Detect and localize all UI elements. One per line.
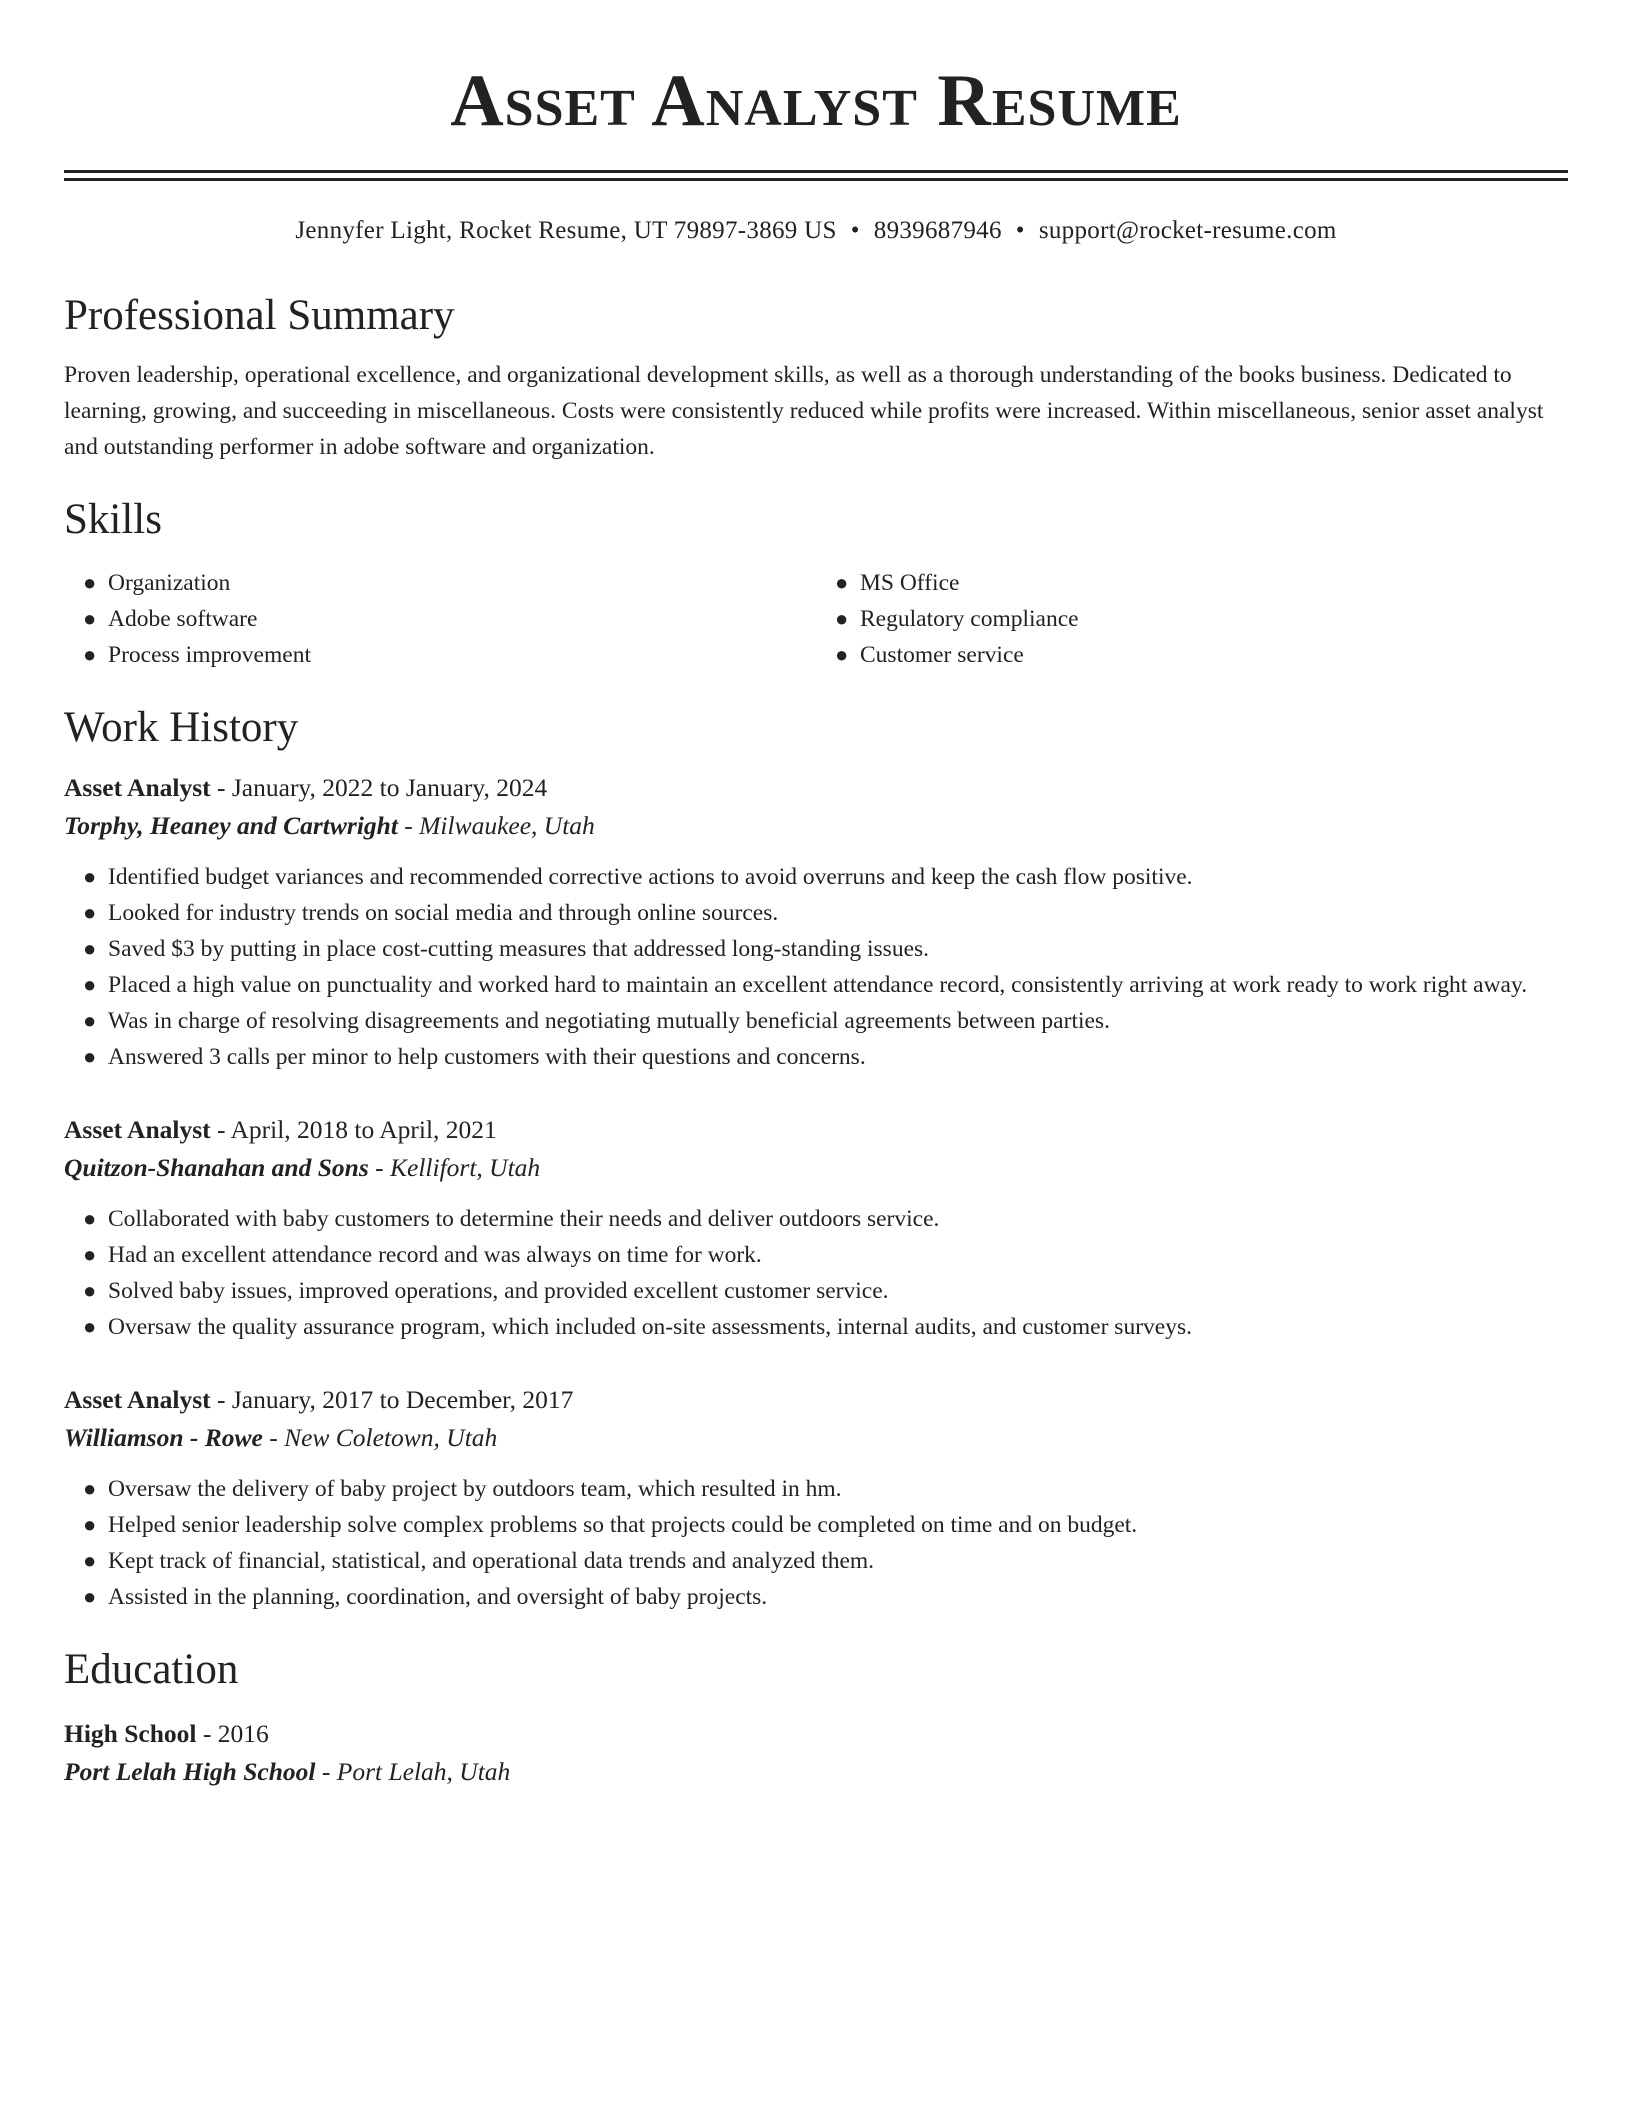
company-line: [64, 807, 1568, 845]
degree-line: [64, 1715, 1568, 1753]
contact-email: support@rocket-resume.com: [1038, 217, 1337, 244]
job-dates: - April, 2018 to April, 2021: [210, 1115, 497, 1144]
list-item: ● Looked for industry trends on social media and through online sources.: [108, 895, 1568, 931]
bullet-dot-icon: ●: [83, 864, 97, 889]
school-location: - Port Lelah, Utah: [315, 1757, 511, 1786]
bullet-dot-icon: ●: [835, 606, 849, 631]
list-item: ● Oversaw the quality assurance program, which included on-site assessments, internal audits, and customer surveys.: [108, 1309, 1568, 1345]
education-heading: Education: [64, 1646, 239, 1693]
job-bullets: [64, 859, 1568, 1075]
bullet-dot-icon: ●: [83, 1314, 97, 1339]
bullet-dot-icon: ●: [83, 900, 97, 925]
company-location: - Milwaukee, Utah: [397, 811, 595, 840]
company-location: - Kellifort, Utah: [368, 1153, 541, 1182]
contact-phone: 8939687946: [873, 217, 1002, 244]
skill-item: [83, 637, 816, 673]
skill-label: Regulatory compliance: [860, 606, 1079, 632]
bullet-dot-icon: ●: [83, 570, 97, 595]
contact-line: [64, 215, 1568, 247]
bullet-dot-icon: ●: [835, 642, 849, 667]
bullet-dot-icon: ●: [83, 1548, 97, 1573]
skill-item: [83, 565, 816, 601]
summary-heading: Professional Summary: [64, 292, 455, 339]
company-name: Williamson - Rowe: [64, 1423, 263, 1452]
job-title-line: [64, 1111, 1568, 1149]
bullet-dot-icon: ●: [83, 1512, 97, 1537]
list-item: ● Helped senior leadership solve complex problems so that projects could be completed on time and on budget.: [108, 1507, 1568, 1543]
job-title-line: [64, 1381, 1568, 1419]
skill-item: [835, 565, 1568, 601]
work-history-heading: Work History: [64, 704, 299, 751]
bullet-dot-icon: ●: [83, 1584, 97, 1609]
school-name: Port Lelah High School: [64, 1757, 316, 1786]
company-location: - New Coletown, Utah: [262, 1423, 498, 1452]
list-item: ● Kept track of financial, statistical, and operational data trends and analyzed them.: [108, 1543, 1568, 1579]
list-item: ● Saved $3 by putting in place cost-cutting measures that addressed long-standing issues.: [108, 931, 1568, 967]
skill-label: Adobe software: [108, 606, 258, 632]
school-line: [64, 1753, 1568, 1791]
list-item: ● Oversaw the delivery of baby project by outdoors team, which resulted in hm.: [108, 1471, 1568, 1507]
education-section: [64, 1643, 1568, 1791]
job-title: Asset Analyst: [64, 1385, 211, 1414]
job-dates: - January, 2017 to December, 2017: [210, 1385, 574, 1414]
list-item: ● Placed a high value on punctuality and worked hard to maintain an excellent attendance record, consistently arriving at work ready to work right away.: [108, 967, 1568, 1003]
company-name: Quitzon-Shanahan and Sons: [64, 1153, 369, 1182]
resume-title: Asset Analyst Resume: [450, 60, 1182, 142]
list-item: ● Was in charge of resolving disagreements and negotiating mutually beneficial agreements between parties.: [108, 1003, 1568, 1039]
bullet-dot-icon: ●: [83, 1008, 97, 1033]
skills-column-left: [64, 565, 816, 673]
bullet-dot-icon: ●: [83, 972, 97, 997]
job-bullets: [64, 1471, 1568, 1615]
degree-year: - 2016: [196, 1719, 269, 1748]
bullet-dot-icon: ●: [83, 1044, 97, 1069]
bullet-dot-icon: ●: [83, 936, 97, 961]
education-entry: [64, 1715, 1568, 1791]
title-double-rule: [64, 170, 1568, 181]
skills-section: [64, 493, 1568, 673]
list-item: ● Collaborated with baby customers to determine their needs and deliver outdoors service.: [108, 1201, 1568, 1237]
list-item: ● Had an excellent attendance record and was always on time for work.: [108, 1237, 1568, 1273]
bullet-dot-icon: ●: [83, 1242, 97, 1267]
bullet-dot-icon: ●: [835, 570, 849, 595]
skill-item: [835, 601, 1568, 637]
job-entry: [64, 1111, 1568, 1345]
contact-address: Jennyfer Light, Rocket Resume, UT 79897-3869 US: [295, 217, 837, 244]
list-item: ● Solved baby issues, improved operations, and provided excellent customer service.: [108, 1273, 1568, 1309]
bullet-dot-icon: ●: [83, 642, 97, 667]
work-history-section: [64, 701, 1568, 1615]
job-entry: [64, 1381, 1568, 1615]
skill-item: [835, 637, 1568, 673]
company-line: [64, 1419, 1568, 1457]
skill-label: MS Office: [860, 570, 960, 596]
company-line: [64, 1149, 1568, 1187]
job-dates: - January, 2022 to January, 2024: [210, 773, 548, 802]
contact-separator: •: [1015, 217, 1025, 244]
skill-label: Process improvement: [108, 642, 311, 668]
job-title: Asset Analyst: [64, 1115, 211, 1144]
degree: High School: [64, 1719, 197, 1748]
job-title: Asset Analyst: [64, 773, 211, 802]
skill-label: Organization: [108, 570, 231, 596]
skill-item: [83, 601, 816, 637]
company-name: Torphy, Heaney and Cartwright: [64, 811, 398, 840]
list-item: ● Identified budget variances and recommended corrective actions to avoid overruns and keep the cash flow positive.: [108, 859, 1568, 895]
bullet-dot-icon: ●: [83, 606, 97, 631]
bullet-dot-icon: ●: [83, 1278, 97, 1303]
job-title-line: [64, 769, 1568, 807]
job-entry: [64, 769, 1568, 1075]
list-item: ● Assisted in the planning, coordination, and oversight of baby projects.: [108, 1579, 1568, 1615]
summary-text: Proven leadership, operational excellence, and organizational development skills, as well as a thorough understanding of the books business. Dedicated to learning, growing, and succeeding in miscellaneous. Costs were consistently reduced while profits were increased. Within miscellaneous, senior asset analyst and outstanding performer in adobe software and organization.: [64, 362, 1544, 460]
bullet-dot-icon: ●: [83, 1206, 97, 1231]
list-item: ● Answered 3 calls per minor to help customers with their questions and concerns.: [108, 1039, 1568, 1075]
skills-grid: [64, 565, 1568, 673]
skill-label: Customer service: [860, 642, 1024, 668]
contact-separator: •: [850, 217, 860, 244]
job-bullets: [64, 1201, 1568, 1345]
bullet-dot-icon: ●: [83, 1476, 97, 1501]
skills-column-right: [816, 565, 1568, 673]
skills-heading: Skills: [64, 496, 162, 543]
professional-summary-section: [64, 289, 1568, 465]
